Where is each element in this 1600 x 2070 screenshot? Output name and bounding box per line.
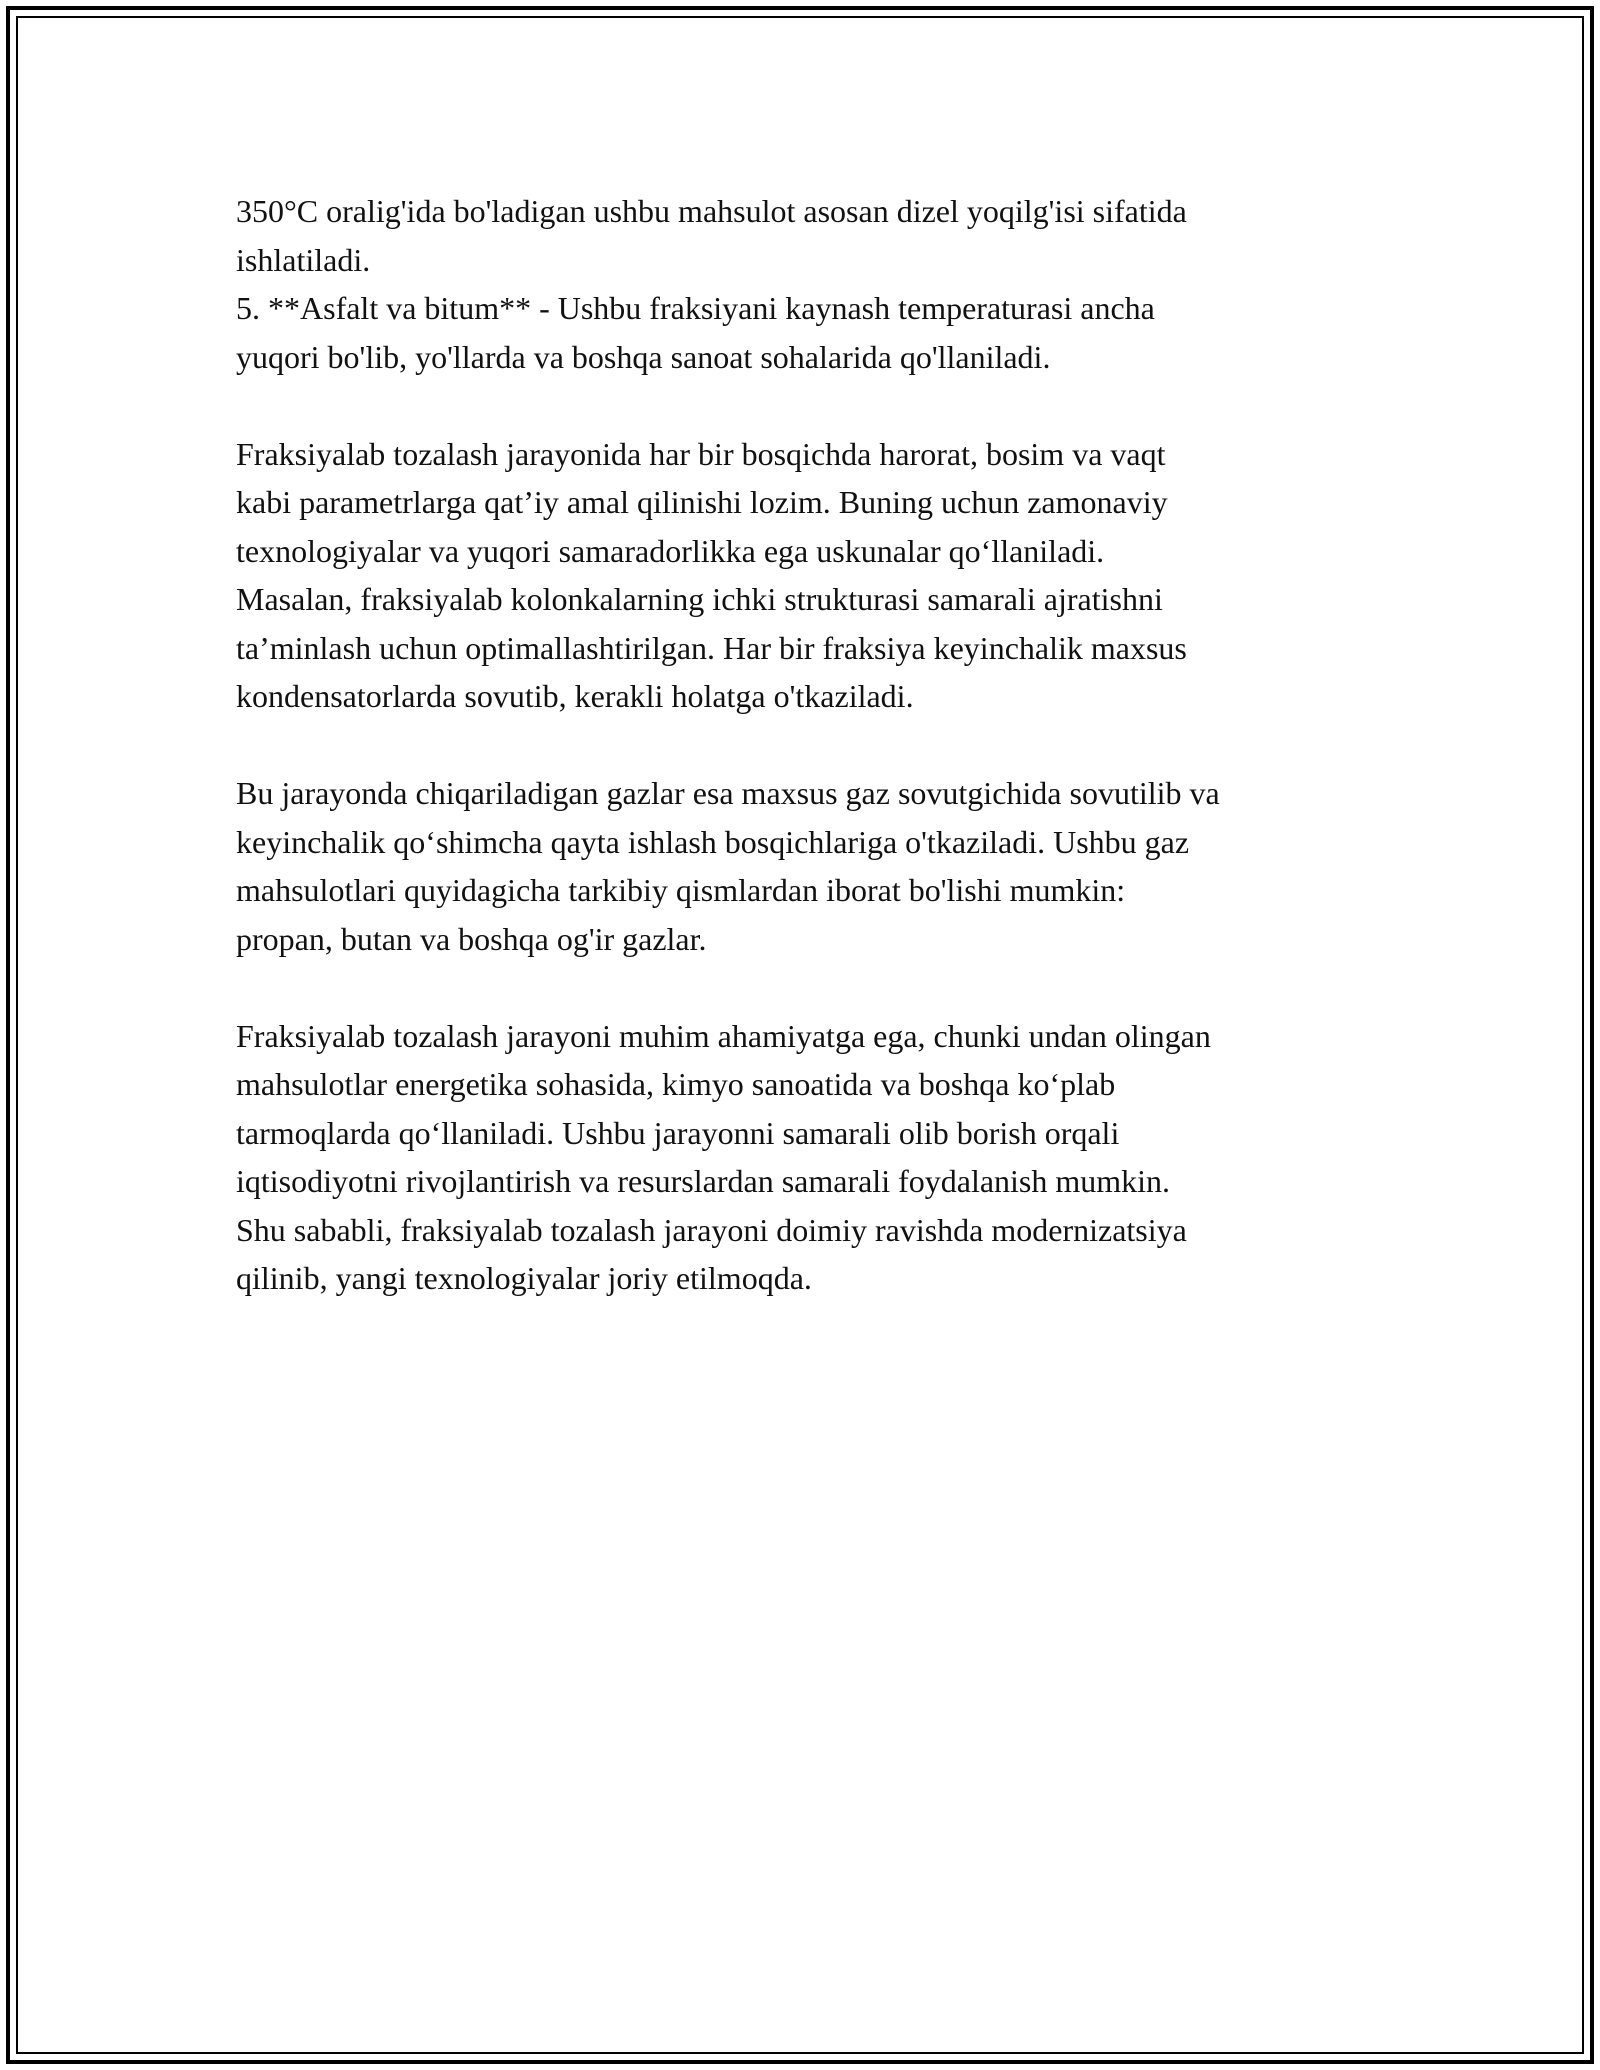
text-line: qilinib, yangi texnologiyalar joriy etilmoqda. [236,1260,812,1296]
text-line: yuqori bo'lib, yo'llarda va boshqa sanoat sohalarida qo'llaniladi. [236,338,1051,375]
text-line: keyinchalik qo‘shimcha qayta ishlash bosqichlariga o'tkaziladi. Ushbu gaz [236,823,1190,860]
text-line: texnologiyalar va yuqori samaradorlikka ega uskunalar qo‘llaniladi. [236,532,1105,569]
text-line: ishlatiladi. [236,241,371,278]
paragraph-3 [236,769,1376,963]
text-line: 5. **Asfalt va bitum** - Ushbu fraksiyani kaynash temperaturasi ancha [236,290,1155,326]
text-line: Shu sababli, fraksiyalab tozalash jarayoni doimiy ravishda modernizatsiya [236,1211,1187,1248]
paragraph-2 [236,430,1376,721]
text-line: propan, butan va boshqa og'ir gazlar. [236,920,707,957]
paragraph-4 [236,1012,1376,1303]
document-body [236,187,1376,1303]
text-line: Masalan, fraksiyalab kolonkalarning ichki strukturasi samarali ajratishni [236,581,1163,617]
text-line: kondensatorlarda sovutib, kerakli holatga o'tkaziladi. [236,678,914,714]
text-line: Fraksiyalab tozalash jarayonida har bir bosqichda harorat, bosim va vaqt [236,435,1166,472]
text-line: tarmoqlarda qo‘llaniladi. Ushbu jarayonni samarali olib borish orqali [236,1114,1120,1151]
text-line: ta’minlash uchun optimallashtirilgan. Har bir fraksiya keyinchalik maxsus [236,629,1187,666]
text-line: iqtisodiyotni rivojlantirish va resurslardan samarali foydalanish mumkin. [236,1163,1171,1199]
text-line: kabi parametrlarga qat’iy amal qilinishi lozim. Buning uchun zamonaviy [236,484,1168,520]
text-line: Bu jarayonda chiqariladigan gazlar esa maxsus gaz sovutgichida sovutilib va [236,775,1220,811]
text-line: 350°C oralig'ida bo'ladigan ushbu mahsulot asosan dizel yoqilg'isi sifatida [236,193,1187,229]
paragraph-1 [236,187,1376,381]
text-line: mahsulotlari quyidagicha tarkibiy qismlardan iborat bo'lishi mumkin: [236,872,1126,908]
text-line: Fraksiyalab tozalash jarayoni muhim ahamiyatga ega, chunki undan olingan [236,1017,1211,1054]
text-line: mahsulotlar energetika sohasida, kimyo sanoatida va boshqa ko‘plab [236,1066,1116,1102]
